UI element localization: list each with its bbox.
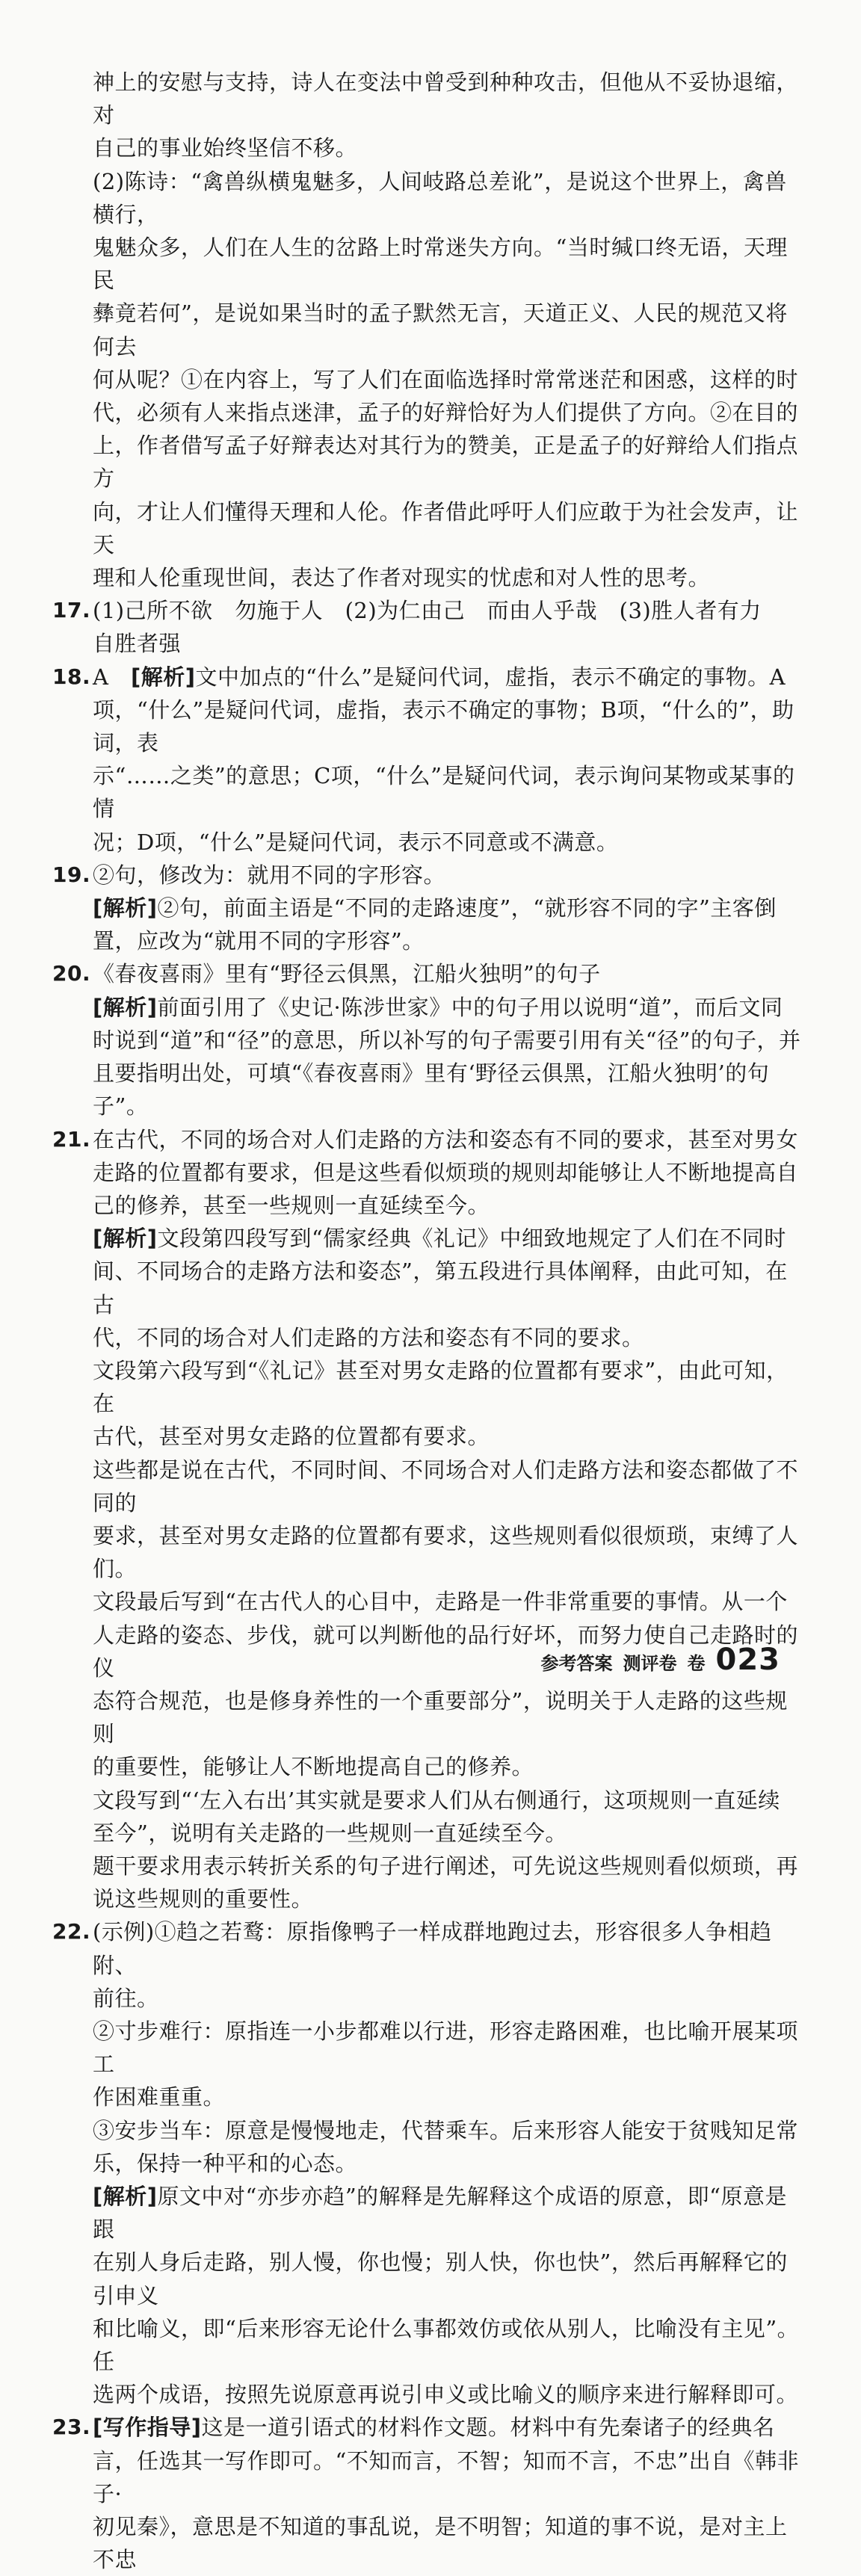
- text-line: 鬼魅众多，人们在人生的岔路上时常迷失方向。“当时缄口终无语，天理民: [93, 235, 788, 294]
- answer-line: 作困难重重。: [93, 2084, 226, 2110]
- analysis-line: 间、不同场合的走路方法和姿态”，第五段进行具体阐释，由此可知，在古: [93, 1258, 788, 1318]
- answer-line: 自胜者强: [93, 631, 182, 657]
- answer-line: 在古代，不同的场合对人们走路的方法和姿态有不同的要求，甚至对男女: [93, 1126, 799, 1152]
- text-line: 理和人伦重现世间，表达了作者对现实的忧虑和对人性的思考。: [93, 565, 711, 591]
- page-number: 023: [715, 1643, 780, 1677]
- question-number: 22.: [52, 1919, 91, 1945]
- analysis-line: 的重要性，能够让人不断地提高自己的修养。: [93, 1754, 534, 1780]
- answer-19: [52, 859, 807, 958]
- answer-line: 乐，保持一种平和的心态。: [93, 2150, 358, 2176]
- text-line: 神上的安慰与支持，诗人在变法中曾受到种种攻击，但他从不妥协退缩，对: [93, 70, 799, 129]
- question-number: 21.: [52, 1126, 91, 1152]
- analysis-line: 这些都是说在古代，不同时间、不同场合对人们走路方法和姿态都做了不同的: [93, 1457, 799, 1516]
- analysis-line: 代，不同的场合对人们走路的方法和姿态有不同的要求。: [93, 1324, 644, 1350]
- analysis-line: 况；D项，“什么”是疑问代词，表示不同意或不满意。: [93, 829, 619, 855]
- analysis-line: 言，任选其一写作即可。“不知而言，不智；知而不言，不忠”出自《韩非子·: [93, 2447, 800, 2506]
- analysis-line: 时说到“道”和“径”的意思，所以补写的句子需要引用有关“径”的句子，并: [93, 1027, 801, 1053]
- answer-line: (示例)①趋之若鹜：原指像鸭子一样成群地跑过去，形容很多人争相趋附、: [93, 1919, 772, 1978]
- analysis-tag: [解析]: [130, 664, 196, 690]
- answer-21: [52, 1123, 807, 1916]
- text-line: (2)陈诗：“禽兽纵横鬼魅多，人间岐路总差讹”，是说这个世界上，禽兽横行，: [93, 168, 787, 227]
- analysis-line: 置，应改为“就用不同的字形容”。: [93, 928, 425, 954]
- answer-17: [52, 594, 807, 660]
- answer-23: [52, 2411, 807, 2576]
- analysis-line: 题干要求用表示转折关系的句子进行阐述，可先说这些规则看似烦琐，再: [93, 1853, 799, 1879]
- answer-line: 《春夜喜雨》里有“野径云俱黑，江船火独明”的句子: [93, 961, 601, 987]
- footer-label: 测评卷: [623, 1653, 677, 1674]
- analysis-line: 说这些规则的重要性。: [93, 1886, 314, 1912]
- question-number: 20.: [52, 961, 91, 986]
- analysis-line: 至今”，说明有关走路的一些规则一直延续至今。: [93, 1820, 567, 1846]
- answer-line: (1)己所不欲 勿施于人 (2)为仁由己 而由人乎哉 (3)胜人者有力: [93, 598, 762, 624]
- text-line: 向，才让人们懂得天理和人伦。作者借此呼吁人们应敢于为社会发声，让天: [93, 498, 799, 557]
- analysis-line: 初见秦》，意思是不知道的事乱说，是不明智；知道的事不说，是对主上不忠: [93, 2514, 788, 2573]
- answer-line: 走路的位置都有要求，但是这些看似烦琐的规则却能够让人不断地提高自: [93, 1159, 799, 1185]
- text-line: 何从呢？①在内容上，写了人们在面临选择时常常迷茫和困惑，这样的时: [93, 366, 799, 392]
- analysis-line: [93, 892, 807, 924]
- analysis-line: 人走路的姿态、步伐，就可以判断他的品行好坏，而努力使自己走路时的仪: [93, 1622, 799, 1681]
- paragraph-continued: [52, 66, 807, 594]
- analysis-line: 且要指明出处，可填“《春夜喜雨》里有‘野径云俱黑，江船火独明’的句子”。: [93, 1060, 770, 1119]
- analysis-line: [93, 2180, 807, 2246]
- answer-line: 前往。: [93, 1985, 159, 2011]
- analysis-line: 文段写到“‘左入右出’其实就是要求人们从右侧通行，这项规则一直延续: [93, 1787, 780, 1813]
- analysis-line: [93, 1222, 807, 1255]
- answer-18: [52, 661, 807, 859]
- analysis-line: 和比喻义，即“后来形容无论什么事都效仿或依从别人，比喻没有主见”。任: [93, 2315, 800, 2375]
- analysis-tag: [解析]: [93, 2184, 158, 2209]
- analysis-tag: [解析]: [93, 994, 158, 1020]
- analysis-line: 项，“什么”是疑问代词，虚指，表示不确定的事物；B项，“什么的”，助词，表: [93, 696, 794, 756]
- analysis-text: 原文中对“亦步亦趋”的解释是先解释这个成语的原意，即“原意是跟: [93, 2184, 787, 2243]
- writing-guide-tag: [写作指导]: [93, 2415, 202, 2441]
- text-line: 代，必须有人来指点迷津，孟子的好辩恰好为人们提供了方向。②在目的: [93, 400, 799, 426]
- answer-line: [93, 661, 807, 694]
- analysis-tag: [解析]: [93, 1226, 158, 1252]
- question-number: 17.: [52, 598, 91, 623]
- analysis-line: 在别人身后走路，别人慢，你也慢；别人快，你也快”，然后再解释它的引申义: [93, 2249, 788, 2308]
- question-number: 18.: [52, 664, 91, 689]
- analysis-text: ②句，前面主语是“不同的走路速度”，“就形容不同的字”主客倒: [157, 895, 777, 921]
- analysis-line: 态符合规范，也是修身养性的一个重要部分”，说明关于人走路的这些规则: [93, 1687, 788, 1747]
- answer-line: 己的修养，甚至一些规则一直延续至今。: [93, 1192, 490, 1218]
- answer-line: ②寸步难行：原指连一小步都难以行进，形容走路困难，也比喻开展某项工: [93, 2018, 799, 2078]
- analysis-line: 古代，甚至对男女走路的位置都有要求。: [93, 1424, 490, 1450]
- analysis-line: [93, 991, 807, 1024]
- analysis-line: 文段最后写到“在古代人的心目中，走路是一件非常重要的事情。从一个: [93, 1589, 788, 1615]
- analysis-line: 要求，甚至对男女走路的位置都有要求，这些规则看似很烦琐，束缚了人们。: [93, 1522, 799, 1582]
- answer-content: [52, 66, 807, 2576]
- question-number: 23.: [52, 2415, 91, 2440]
- analysis-tag: [解析]: [93, 895, 158, 921]
- analysis-line: 选两个成语，按照先说原意再说引申义或比喻义的顺序来进行解释即可。: [93, 2382, 799, 2408]
- analysis-text: 文段第四段写到“儒家经典《礼记》中细致地规定了人们在不同时: [157, 1226, 786, 1252]
- page-footer: [541, 1643, 781, 1677]
- answer-20: [52, 957, 807, 1122]
- footer-label: 卷: [687, 1653, 706, 1674]
- analysis-line: [93, 2411, 807, 2444]
- answer-choice: A: [93, 664, 131, 690]
- text-line: 上，作者借写孟子好辩表达对其行为的赞美，正是孟子的好辩给人们指点方: [93, 433, 799, 492]
- analysis-line: 示“……之类”的意思；C项，“什么”是疑问代词，表示询问某物或某事的情: [93, 763, 795, 822]
- text-line: 彝竟若何”，是说如果当时的孟子默然无言，天道正义、人民的规范又将何去: [93, 300, 788, 359]
- answer-line: ③安步当车：原意是慢慢地走，代替乘车。后来形容人能安于贫贱知足常: [93, 2117, 799, 2143]
- analysis-text: 这是一道引语式的材料作文题。材料中有先秦诸子的经典名: [201, 2415, 775, 2441]
- analysis-line: 文段第六段写到“《礼记》甚至对男女走路的位置都有要求”，由此可知，在: [93, 1357, 789, 1417]
- question-number: 19.: [52, 862, 91, 887]
- answer-22: [52, 1915, 807, 2411]
- answer-line: ②句，修改为：就用不同的字形容。: [93, 862, 446, 888]
- text-line: 自己的事业始终坚信不移。: [93, 135, 358, 161]
- analysis-text: 前面引用了《史记·陈涉世家》中的句子用以说明“道”，而后文同: [157, 994, 783, 1020]
- analysis-text: 文中加点的“什么”是疑问代词，虚指，表示不确定的事物。A: [195, 664, 786, 690]
- footer-label: 参考答案: [540, 1653, 613, 1674]
